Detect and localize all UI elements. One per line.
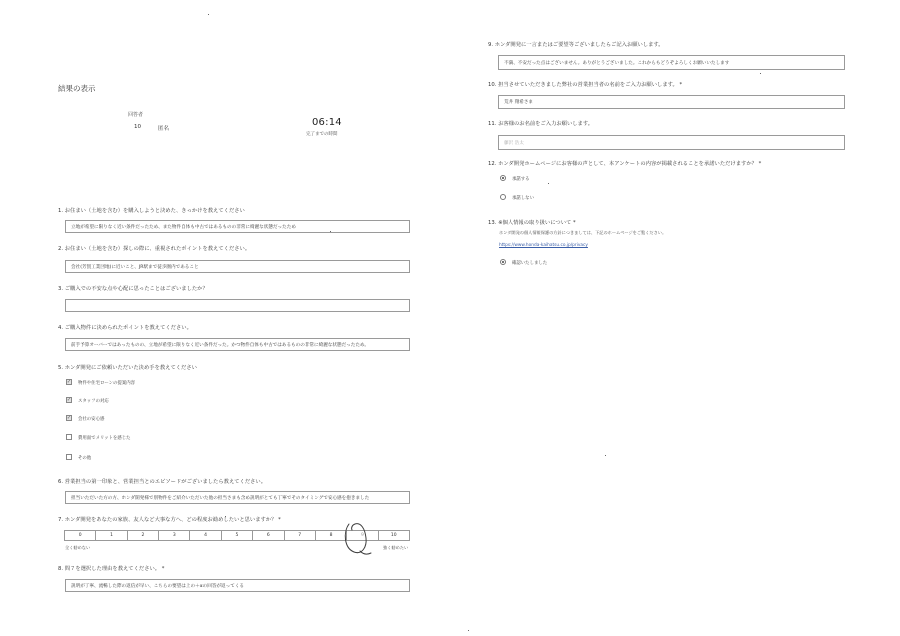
question-2-answer[interactable]: 会社(芳賀工業団地)に近いこと、JR駅まで徒歩圏内であること	[65, 260, 410, 273]
question-9-label: 9. ホンダ開発に一言またはご要望等ございましたらご記入お願いします。	[488, 42, 664, 48]
option-3-label: 会社の安心感	[78, 417, 105, 422]
radio-privacy-confirm-label: 確認いたしました	[512, 261, 548, 266]
question-1-answer[interactable]: 立地が希望に限りなく近い条件だったため、また物件自体も中古ではあるものの非常に綺麗な状態だったため	[65, 220, 410, 233]
scale-low-label: 全く勧めない	[65, 545, 91, 550]
handwritten-circle-mark	[340, 518, 374, 558]
respondent-name: 匿名	[158, 126, 170, 132]
question-4-label: 4. ご購入物件に決められたポイントを教えてください。	[58, 325, 192, 331]
checkbox-option-4[interactable]	[66, 434, 72, 440]
option-1-label: 物件や住宅ローンの提案内容	[78, 381, 135, 386]
checkbox-option-5[interactable]	[66, 454, 72, 460]
scan-speck	[208, 14, 209, 15]
privacy-description: ホンダ開発の個人情報保護の方針につきましては、下記のホームページをご覧ください。	[499, 230, 667, 235]
option-4-label: 費用面でメリットを感じた	[78, 436, 131, 441]
radio-privacy-confirm[interactable]	[500, 259, 506, 265]
scale-option-3[interactable]: 3	[158, 530, 190, 541]
checkbox-option-2[interactable]	[66, 397, 72, 403]
scale-high-label: 強く勧めたい	[383, 545, 409, 550]
scale-option-0[interactable]: 0	[64, 530, 96, 541]
scale-option-2[interactable]: 2	[127, 530, 159, 541]
radio-consent-no-label: 承諾しない	[512, 196, 534, 201]
question-11-label: 11. お客様のお名前をご入力お願いします。	[488, 121, 594, 127]
scale-option-7[interactable]: 7	[284, 530, 316, 541]
scale-option-8[interactable]: 8	[315, 530, 347, 541]
question-4-answer[interactable]: 前手予算オーバーではあったものの、立地が希望に限りなく近い条件だった。かつ物件自体も中古ではあるものの非常に綺麗な状態だったため。	[65, 338, 410, 351]
question-11-answer[interactable]: 藤沢 浩太	[498, 135, 845, 150]
scale-option-9[interactable]: 9	[346, 530, 378, 541]
check-icon: ✓	[66, 396, 72, 403]
privacy-link[interactable]: https://www.honda-kaihatsu.co.jp/privacy	[499, 243, 588, 248]
completion-time: 06:14	[312, 117, 342, 128]
check-icon: ✓	[66, 378, 72, 385]
question-8-label: 8. 問７を選択した理由を教えてください。 *	[58, 566, 165, 572]
scan-speck	[468, 630, 469, 631]
question-1-label: 1. お住まい（土地を含む）を購入しようと決めた、きっかけを教えてください	[58, 208, 245, 214]
checkbox-option-1[interactable]	[66, 379, 72, 385]
respondent-label: 回答者	[128, 112, 144, 118]
scale-option-6[interactable]: 6	[252, 530, 284, 541]
question-5-label: 5. ホンダ開発にご依頼いただいた決め手を教えてください	[58, 365, 197, 371]
radio-consent-no[interactable]	[500, 194, 506, 200]
question-2-label: 2. お住まい（土地を含む）探しの際に、重視されたポイントを教えてください。	[58, 246, 251, 252]
question-13-label: 13. ※個人情報の取り扱いについて *	[488, 220, 576, 226]
scale-option-1[interactable]: 1	[95, 530, 127, 541]
question-7-label: 7. ホンダ開発をあなたの家族、友人など大事な方へ、どの程度お勧めしたいと思いますか？ *	[58, 517, 281, 523]
completion-time-label: 完了までの時間	[306, 132, 338, 137]
scan-speck	[760, 73, 761, 74]
question-8-answer[interactable]: 説明が丁寧、流暢した際の返信が早い、こちらの要望は上の＋αの回答が返ってくる	[65, 579, 410, 592]
radio-consent-yes[interactable]	[500, 175, 506, 181]
question-3-label: 3. ご購入での不安な点や心配に思ったことはございましたか？	[58, 286, 208, 292]
question-6-label: 6. 営業担当の第一印象と、営業担当とのエピソードがございましたら教えてください。	[58, 479, 267, 485]
page-title: 結果の表示	[58, 84, 96, 93]
scan-speck	[330, 231, 331, 232]
question-10-label: 10. 担当させていただきました弊社の営業担当者の名前をご入力お願いします。 *	[488, 82, 683, 88]
question-6-answer[interactable]: 担当いただいた方の方、ホンダ開発様で別物件をご紹介いただいた他の担当さまも含め説明がとても丁寧でそのタイミングで安心感を抱きました	[65, 491, 410, 504]
scan-speck	[225, 516, 226, 517]
scale-option-4[interactable]: 4	[189, 530, 221, 541]
scale-option-5[interactable]: 5	[221, 530, 253, 541]
question-12-label: 12. ホンダ開発ホームページにお客様の声として、本アンケートの内容が掲載されることを承諾いただけますか？ *	[488, 161, 762, 167]
check-icon: ✓	[66, 414, 72, 421]
question-10-answer[interactable]: 荒井 翔希さま	[498, 95, 845, 109]
scale-option-10[interactable]: 10	[378, 530, 410, 541]
radio-consent-yes-label: 承諾する	[512, 177, 530, 182]
option-2-label: スタッフの対応	[78, 399, 109, 404]
option-5-label: その他	[78, 456, 92, 461]
scan-speck	[605, 455, 606, 456]
respondent-number: 10	[134, 124, 141, 130]
question-3-answer[interactable]	[65, 299, 410, 312]
checkbox-option-3[interactable]	[66, 415, 72, 421]
question-9-answer[interactable]: 不満、不安だった点はございません。ありがとうございました。これからもどうぞよろしくお願いいたします	[498, 55, 845, 70]
scan-speck	[548, 183, 549, 184]
